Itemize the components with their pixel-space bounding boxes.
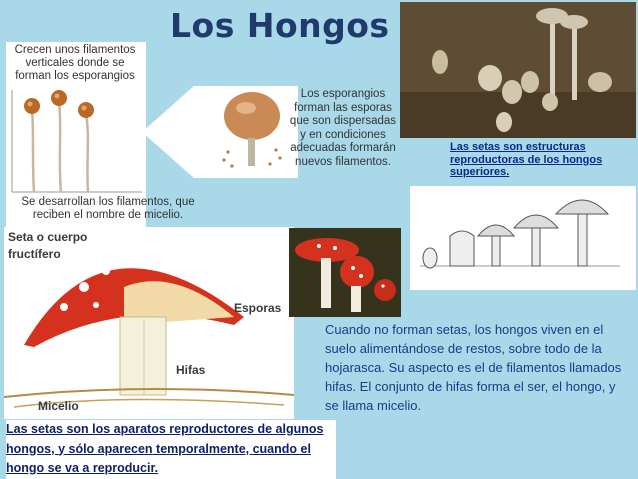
mushrooms-photo	[400, 2, 636, 138]
main-description: Cuando no forman setas, los hongos viven en el suelo alimentándose de restos, sobre todo de la hojarasca. Su aspecto es el de filamentos llamados hifas. El conjunto de hifas forma el ser, el hongo, y se llama micelio.	[325, 322, 622, 413]
bottom-description	[6, 420, 336, 479]
label-seta: Seta o cuerpo fructífero	[8, 230, 88, 261]
filament-caption-top: Crecen unos filamentos verticales donde se forman los esporangios	[14, 44, 136, 82]
esporangios-description: Los esporangios forman las esporas que son dispersadas y en condiciones adecuadas formarán nuevos filamentos.	[289, 88, 397, 168]
page-title: Los Hongos	[170, 6, 390, 45]
label-micelio: Micelio	[38, 399, 79, 413]
label-esporas: Esporas	[234, 301, 282, 315]
sporangium-illustration	[210, 86, 298, 178]
bottom-description-text: Las setas son los aparatos reproductores de algunos hongos, y sólo aparecen temporalmente, cuando el hongo se va a reproducir.	[6, 422, 324, 475]
development-stages-illustration	[410, 186, 636, 290]
filament-caption-bottom: Se desarrollan los filamentos, que reciben el nombre de micelio.	[21, 196, 195, 221]
mushroom-development-diagram	[410, 186, 636, 290]
mushroom-cross-section-diagram	[4, 227, 294, 419]
amanita-photo-illustration	[289, 228, 401, 317]
sporangium-closeup-panel	[210, 86, 298, 178]
amanita-photo	[289, 228, 401, 317]
setas-caption: Las setas son estructuras reproductoras de los hongos superiores.	[450, 141, 603, 178]
label-hifas: Hifas	[176, 363, 206, 377]
mushrooms-photo-illustration	[400, 2, 636, 138]
